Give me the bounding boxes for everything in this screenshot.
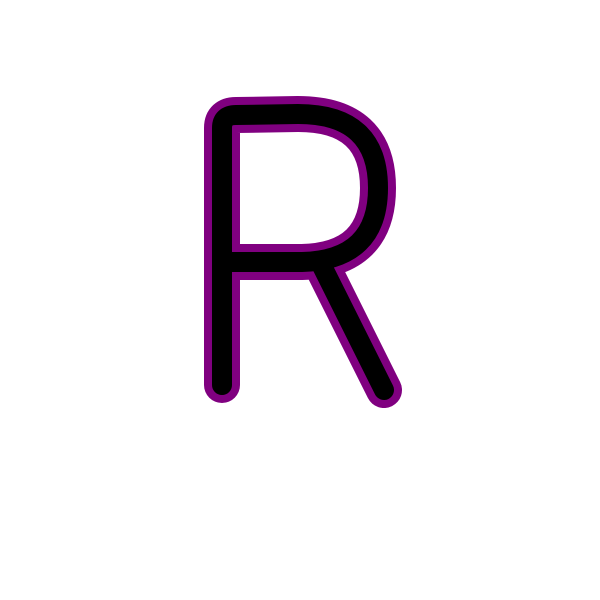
letter-r-leg (320, 262, 384, 390)
